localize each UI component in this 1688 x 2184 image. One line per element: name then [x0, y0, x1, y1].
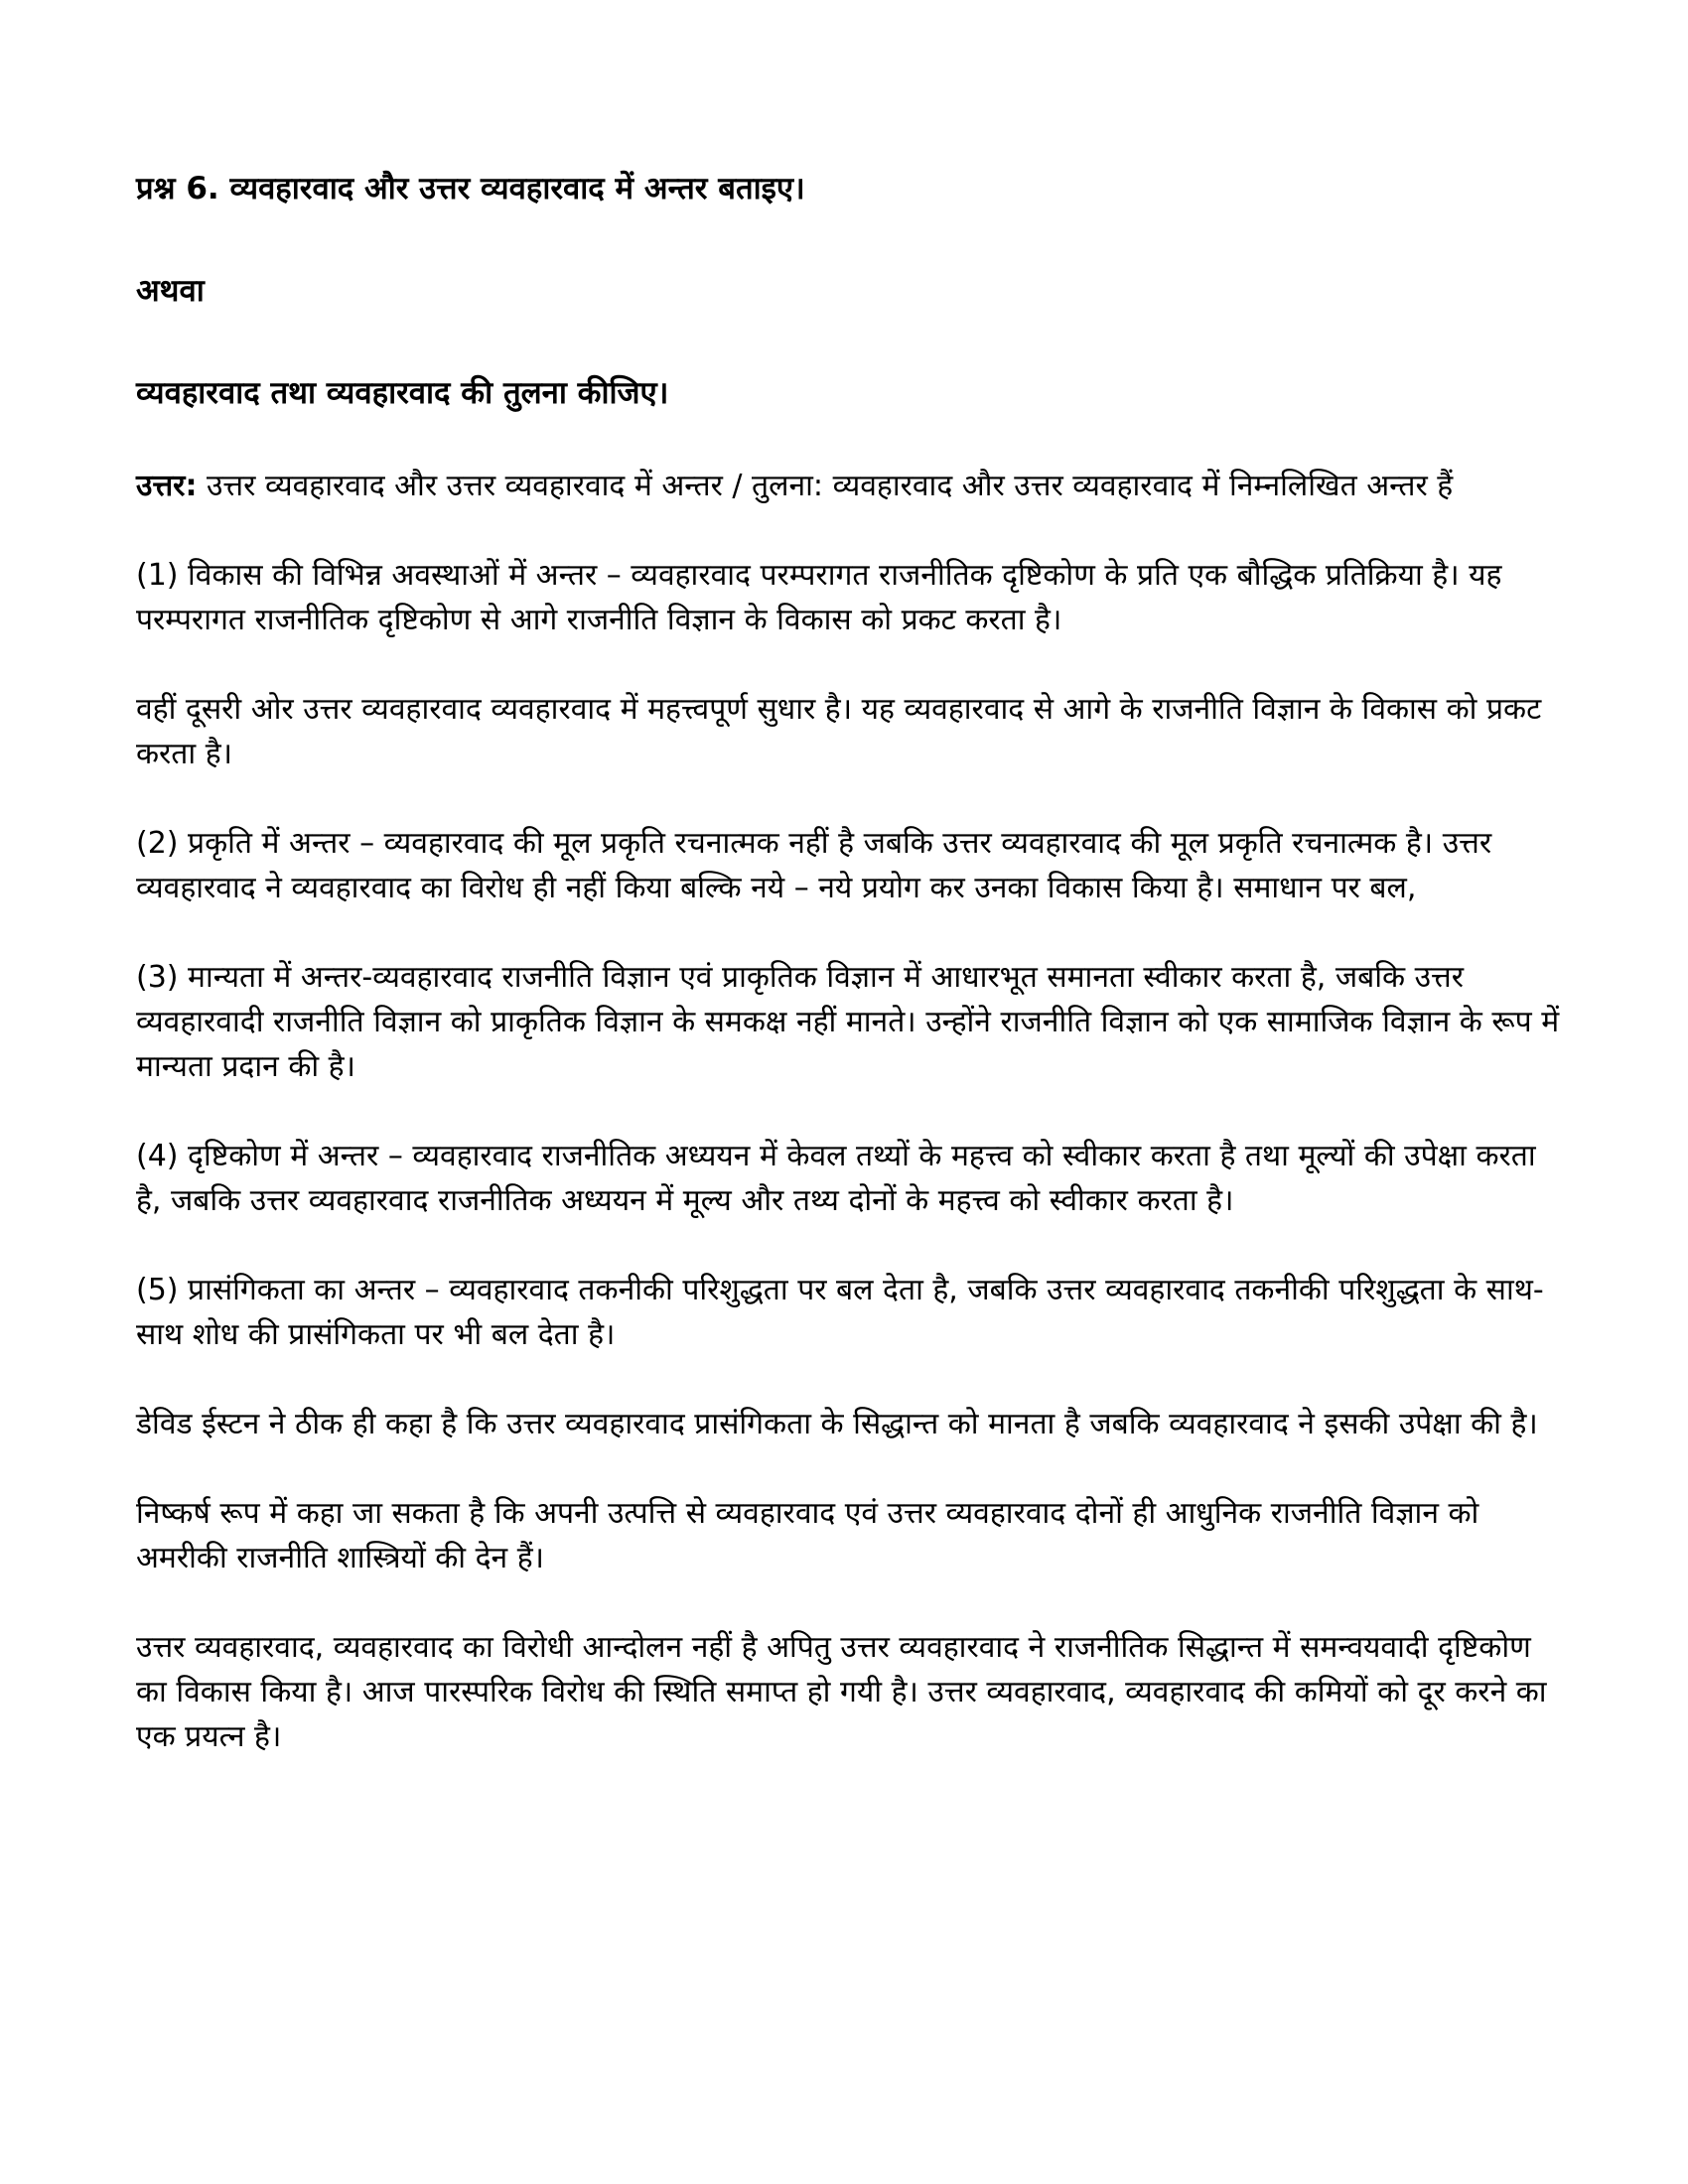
answer-label: उत्तर:	[136, 469, 198, 503]
paragraph-point-4: (4) दृष्टिकोण में अन्तर – व्यवहारवाद राजनीतिक अध्ययन में केवल तथ्यों के महत्त्व को स्वीकार करता है तथा मूल्यों की उपेक्षा करता है, जबकि उत्तर व्यवहारवाद राजनीतिक अध्ययन में मूल्य और तथ्य दोनों के महत्त्व को स्वीकार करता है।	[136, 1139, 1536, 1218]
answer-paragraph	[136, 464, 1561, 508]
paragraph-david-easton: डेविड ईस्टन ने ठीक ही कहा है कि उत्तर व्यवहारवाद प्रासंगिकता के सिद्धान्त को मानता है जबकि व्यवहारवाद ने इसकी उपेक्षा की है।	[136, 1407, 1538, 1441]
paragraph-point-1: (1) विकास की विभिन्न अवस्थाओं में अन्तर – व्यवहारवाद परम्परागत राजनीतिक दृष्टिकोण के प्रति एक बौद्धिक प्रतिक्रिया है। यह परम्परागत राजनीतिक दृष्टिकोण से आगे राजनीति विज्ञान के विकास को प्रकट करता है।	[136, 558, 1502, 637]
paragraph-point-5: (5) प्रासंगिकता का अन्तर – व्यवहारवाद तकनीकी परिशुद्धता पर बल देता है, जबकि उत्तर व्यवहारवाद तकनीकी परिशुद्धता के साथ-साथ शोध की प्रासंगिकता पर भी बल देता है।	[136, 1273, 1544, 1352]
paragraph-conclusion-2: उत्तर व्यवहारवाद, व्यवहारवाद का विरोधी आन्दोलन नहीं है अपितु उत्तर व्यवहारवाद ने राजनीतिक सिद्धान्त में समन्वयवादी दृष्टिकोण का विकास किया है। आज पारस्परिक विरोध की स्थिति समाप्त हो गयी है। उत्तर व्यवहारवाद, व्यवहारवाद की कमियों को दूर करने का एक प्रयत्न है।	[136, 1630, 1547, 1754]
paragraph-conclusion-1: निष्कर्ष रूप में कहा जा सकता है कि अपनी उत्पत्ति से व्यवहारवाद एवं उत्तर व्यवहारवाद दोनों ही आधुनिक राजनीति विज्ञान को अमरीकी राजनीति शास्त्रियों की देन हैं।	[136, 1496, 1479, 1575]
paragraph-point-1-continued: वहीं दूसरी ओर उत्तर व्यवहारवाद व्यवहारवाद में महत्त्वपूर्ण सुधार है। यह व्यवहारवाद से आगे के राजनीति विज्ञान के विकास को प्रकट करता है।	[136, 692, 1542, 771]
answer-intro-text: उत्तर व्यवहारवाद और उत्तर व्यवहारवाद में अन्तर / तुलना: व्यवहारवाद और उत्तर व्यवहारवाद में निम्नलिखित अन्तर हैं	[197, 469, 1454, 503]
alt-question-heading: व्यवहारवाद तथा व्यवहारवाद की तुलना कीजिए।	[136, 375, 669, 411]
question-heading: प्रश्न 6. व्यवहारवाद और उत्तर व्यवहारवाद में अन्तर बताइए।	[136, 171, 805, 206]
paragraph-point-3: (3) मान्यता में अन्तर-व्यवहारवाद राजनीति विज्ञान एवं प्राकृतिक विज्ञान में आधारभूत समानता स्वीकार करता है, जबकि उत्तर व्यवहारवादी राजनीति विज्ञान को प्राकृतिक विज्ञान के समकक्ष नहीं मानते। उन्होंने राजनीति विज्ञान को एक सामाजिक विज्ञान के रूप में मान्यता प्रदान की है।	[136, 960, 1560, 1084]
or-heading: अथवा	[136, 273, 205, 309]
paragraph-point-2: (2) प्रकृति में अन्तर – व्यवहारवाद की मूल प्रकृति रचनात्मक नहीं है जबकि उत्तर व्यवहारवाद की मूल प्रकृति रचनात्मक है। उत्तर व्यवहारवाद ने व्यवहारवाद का विरोध ही नहीं किया बल्कि नये – नये प्रयोग कर उनका विकास किया है। समाधान पर बल,	[136, 826, 1492, 905]
